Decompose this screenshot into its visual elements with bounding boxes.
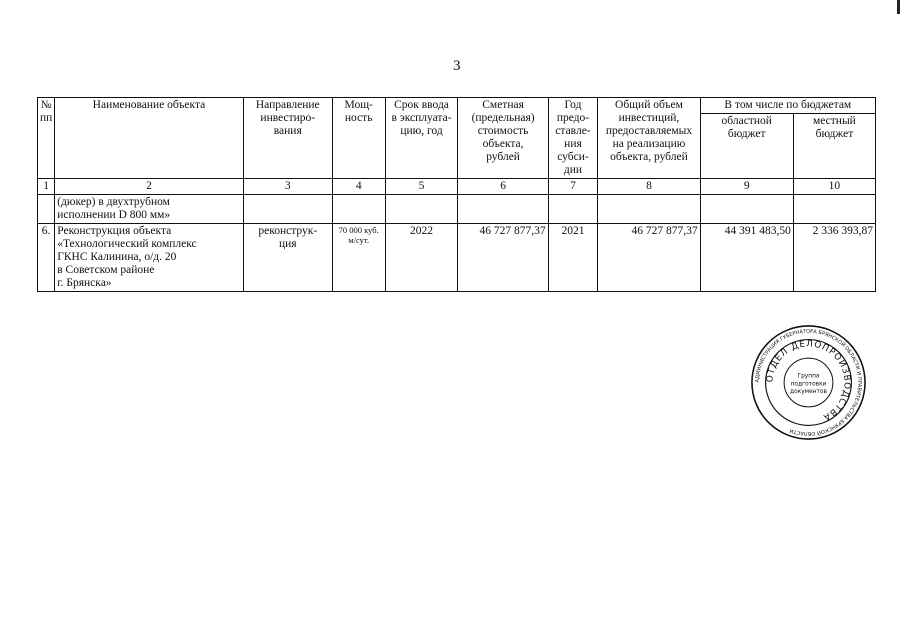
header-line: ставле-	[555, 125, 591, 137]
investment-table	[37, 97, 876, 292]
header-cell-total	[598, 98, 700, 179]
header-line: дии	[563, 164, 583, 176]
header-cell-local	[793, 114, 875, 179]
cell-empty	[243, 195, 332, 224]
header-line: Год	[564, 99, 582, 111]
cell-empty	[548, 195, 598, 224]
col-number: 10	[793, 179, 875, 195]
col-number: 2	[55, 179, 243, 195]
cell-year-in: 2022	[385, 224, 458, 292]
cell-empty	[793, 195, 875, 224]
stamp-inner-line-2: подготовки	[790, 381, 827, 388]
col-number: 6	[458, 179, 548, 195]
header-line: Сметная	[482, 99, 524, 111]
cell-empty	[458, 195, 548, 224]
direction-line: ция	[278, 238, 297, 250]
header-line: предо-	[556, 112, 590, 124]
cell-estimate: 46 727 877,37	[458, 224, 548, 292]
direction-line: реконструк-	[258, 225, 318, 237]
header-line: субси-	[557, 151, 589, 163]
header-line: бюджет	[815, 128, 854, 140]
name-line: исполнении D 800 мм»	[57, 209, 171, 221]
table-row-continuation	[38, 195, 876, 224]
col-number: 5	[385, 179, 458, 195]
col-number: 9	[700, 179, 793, 195]
header-line: Срок ввода	[394, 99, 449, 111]
stamp-inner-line-3: документов	[790, 389, 827, 396]
header-num-line: пп	[40, 112, 53, 124]
header-line: цию, год	[400, 125, 443, 137]
col-number: 3	[243, 179, 332, 195]
capacity-line: м/сут.	[348, 235, 370, 245]
page-number: 3	[453, 58, 461, 74]
header-line: объекта,	[482, 138, 524, 150]
header-line: Общий объем	[615, 99, 683, 111]
header-cell-year-in	[385, 98, 458, 179]
header-line: предоставляемых	[605, 125, 693, 137]
header-line: Направление	[255, 99, 320, 111]
header-line: бюджет	[727, 128, 766, 140]
stamp-middle-text: ОТДЕЛ ДЕЛОПРОИЗВОДСТВА	[765, 339, 852, 423]
cell-regional: 44 391 483,50	[700, 224, 793, 292]
column-number-row	[38, 179, 876, 195]
header-line: рублей	[486, 151, 520, 163]
header-cell-budget-group: В том числе по бюджетам	[700, 98, 875, 114]
cell-object-name	[55, 195, 243, 224]
stamp-outer-text: АДМИНИСТРАЦИЯ ГУБЕРНАТОРА БРЯНСКОЙ ОБЛАСТИ И ПРАВИТЕЛЬСТВА БРЯНСКОЙ ОБЛАСТИ	[754, 328, 863, 437]
header-line: ность	[344, 112, 373, 124]
header-cell-direction	[243, 98, 332, 179]
cell-total: 46 727 877,37	[598, 224, 700, 292]
header-line: на реализацию	[612, 138, 686, 150]
header-line: Мощ-	[344, 99, 373, 111]
cell-empty	[332, 195, 385, 224]
header-cell-capacity	[332, 98, 385, 179]
header-line: объекта, рублей	[610, 151, 688, 163]
cell-capacity	[332, 224, 385, 292]
header-line: (предельная)	[471, 112, 535, 124]
col-number: 1	[38, 179, 55, 195]
header-line: областной	[721, 115, 772, 127]
col-number: 8	[598, 179, 700, 195]
cell-empty	[700, 195, 793, 224]
cell-local: 2 336 393,87	[793, 224, 875, 292]
header-line: вания	[273, 125, 302, 137]
scan-edge-mark	[897, 0, 900, 14]
stamp-inner-line-1: Группа	[797, 373, 820, 380]
col-number: 7	[548, 179, 598, 195]
name-line: Реконструкция объекта	[57, 225, 172, 237]
header-cell-estimate	[458, 98, 548, 179]
header-line: инвестиций,	[618, 112, 680, 124]
header-num-line: №	[40, 99, 52, 111]
name-line: «Технологический комплекс	[57, 238, 197, 250]
name-line: г. Брянска»	[57, 277, 112, 289]
cell-row-number: 6.	[38, 224, 55, 292]
header-cell-name: Наименование объекта	[55, 98, 243, 179]
header-line: ния	[564, 138, 582, 150]
header-line: стоимость	[477, 125, 529, 137]
cell-direction	[243, 224, 332, 292]
table-header-row	[38, 98, 876, 114]
header-cell-regional	[700, 114, 793, 179]
header-line: в эксплуата-	[391, 112, 452, 124]
header-cell-subsidy-year	[548, 98, 598, 179]
header-line: инвестиро-	[260, 112, 316, 124]
cell-empty	[598, 195, 700, 224]
capacity-line: 70 000 куб.	[338, 225, 379, 235]
header-line: местный	[813, 115, 856, 127]
office-stamp	[750, 324, 867, 441]
header-cell-num	[38, 98, 55, 179]
name-line: ГКНС Калинина, о/д. 20	[57, 251, 177, 263]
table-row-6	[38, 224, 876, 292]
col-number: 4	[332, 179, 385, 195]
name-line: в Советском районе	[57, 264, 155, 276]
cell-empty	[38, 195, 55, 224]
cell-subsidy-year: 2021	[548, 224, 598, 292]
name-line: (дюкер) в двухтрубном	[57, 196, 170, 208]
cell-object-name	[55, 224, 243, 292]
cell-empty	[385, 195, 458, 224]
